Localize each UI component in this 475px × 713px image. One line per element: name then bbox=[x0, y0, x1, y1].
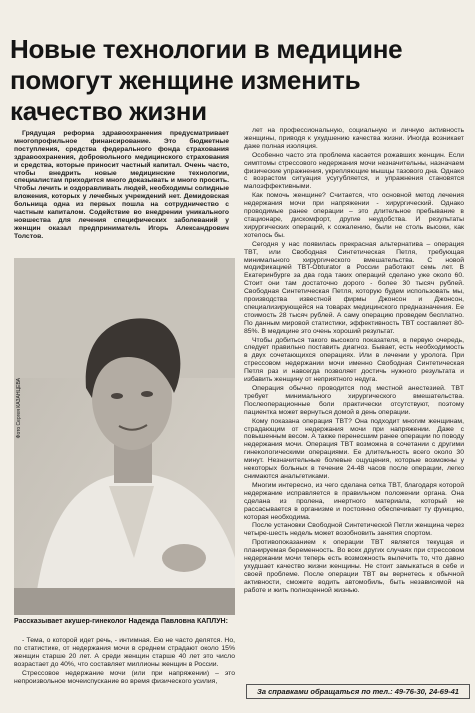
body-paragraph: Кому показана операция TBT? Она подходит многим женщинам, страдающим от недержания мочи при напряжении. Даже с повышенным весом. А также перенесшим ранее операции по поводу недержания мочи. Операция TBT возможна в сочетании с другими гинекологическими операциями. Ее длительность всего около 30 минут. Незначительные болевые ощущения, которые возможны у некоторых больных в течение 24-48 часов после операции, легко снимаются анальгетиками. bbox=[244, 417, 464, 480]
body-paragraph: Чтобы добиться такого высокого показателя, в первую очередь, следует правильно поставить диагноз. Бывает, есть необходимость в двух сочетающихся операциях. Или в лечении у уролога. При стрессовом недержании мочи именно Свободная Синтетическая Петля раз и навсегда позволяет достичь нужного результата и избавить женщину от неприятного недуга. bbox=[244, 336, 464, 384]
right-column-body bbox=[244, 127, 464, 596]
body-paragraph: Как помочь женщине? Считается, что основной метод лечения недержания мочи при напряжении - хирургический. Однако проводимые ранее операции – это длительное пребывание в стационаре, дискомфорт, другие неудобства. И результаты хирургических операций, к сожалению, были не столь высоки, как хотелось бы. bbox=[244, 192, 464, 239]
body-paragraph: Особенно часто эта проблема касается рожавших женщин. Если симптомы стрессового недержания мочи незначительны, назначаем физические упражнения, укрепляющие мышцы тазового дна. Однако с возрастом ситуация усугубляется, и упражнения становятся малоэффективными. bbox=[244, 151, 464, 191]
photo-credit: Фото Сергея КАЗАНЦЕВА bbox=[16, 378, 22, 439]
lead-paragraph: Грядущая реформа здравоохранения предусматривает многопрофильное финансирование. Это бюджетные поступления, средства федерального фонда страхования здравоохранения, добровольного медицинского страхования и средства, которые приносит частный капитал. Очень часто, чтобы внедрить новые медицинские технологии, специалистам приходится много доказывать и много просить. Чтобы лечить и оздоравливать людей, необходимы солидные вложения, которых у лечебных учреждений нет. Демидовская больница одна из первых пошла на сотрудничество с частным капиталом. Содействие во внедрении уникального новшества для лечения специфических заболеваний у женщин оказал предприниматель Игорь Александрович Толстов. bbox=[14, 130, 229, 240]
article-lead bbox=[14, 130, 229, 242]
photo-caption: Рассказывает акушер-гинеколог Надежда Павловна КАПЛУН: bbox=[14, 618, 228, 625]
body-paragraph: Многим интересно, из чего сделана сетка TBT, благодаря которой недержание исправляется в правильном положении органа. Она сделана из пролена, инертного материала, который не рассасывается в организме и постоянно обеспечивает ту функцию, которая необходима. bbox=[244, 481, 464, 521]
body-paragraph: Стрессовое недержание мочи (или при напряжении) – это непроизвольное мочеиспускание во время физического усилия, bbox=[14, 669, 235, 685]
article-title: Новые технологии в медицине помогут женщине изменить качество жизни bbox=[10, 34, 403, 126]
doctor-portrait-image bbox=[14, 258, 235, 615]
body-paragraph: Противопоказанием к операции TBT является текущая и планируемая беременность. Во всех других случаях при стрессовом недержании мочи теперь есть возможность вылечить то, что давно ухудшает качество жизни женщины. Не стоит замыкаться в себе и своей проблеме. После операции TBT вы вернетесь к обычной активности, сможете водить автомобиль, быть независимой на работе и жить полноценной жизнью. bbox=[244, 539, 464, 594]
contact-footer: За справками обращаться по тел.: 49-76-30, 24-69-41 bbox=[246, 684, 470, 699]
body-paragraph: После установки Свободной Синтетической Петли женщина через четыре-шесть недель может возобновить занятия спортом. bbox=[244, 522, 464, 538]
left-column-body bbox=[14, 637, 235, 686]
body-paragraph: лет на профессиональную, социальную и личную активность женщины, приводя к ухудшению качества жизни. Иногда возникает даже полная изоляция. bbox=[244, 127, 464, 150]
body-paragraph: - Тема, о которой идет речь, - интимная. Ею не часто делятся. Но, по статистике, от недержания мочи в среднем страдают около 15% женщин старше 20 лет. А среди женщин старше 40 лет это число возрастает до 40%, что составляет миллионы женщин в России. bbox=[14, 637, 235, 668]
doctor-photo bbox=[14, 258, 235, 615]
body-paragraph: Операция обычно проводится под местной анестезией. TBT требует минимального хирургического вмешательства. Послеоперационные боли практически отсутствуют, поэтому пациентка может вернуться домой в день операции. bbox=[244, 385, 464, 416]
body-paragraph: Сегодня у нас появилась прекрасная альтернатива – операция TBT, или Свободная Синтетическая Петля, требующая минимального хирургического вмешательства. С новой модификацией TBT-Obturator в России работают семь лет. В Екатеринбурге за два года таких операций сделано уже около 60. Стоит они там достаточно дорого - более 30 тысяч рублей. Свободная Синтетическая Петля, которую будем использовать мы, производства известной фирмы Джонсон и Джонсон, специализирующейся на товарах медицинского предназначения. Ее стоимость 28 тысяч рублей. А саму операцию проведем бесплатно. По данным мировой статистики, эффективность TBT составляет 80-85%. В медицине это очень хороший результат. bbox=[244, 240, 464, 335]
